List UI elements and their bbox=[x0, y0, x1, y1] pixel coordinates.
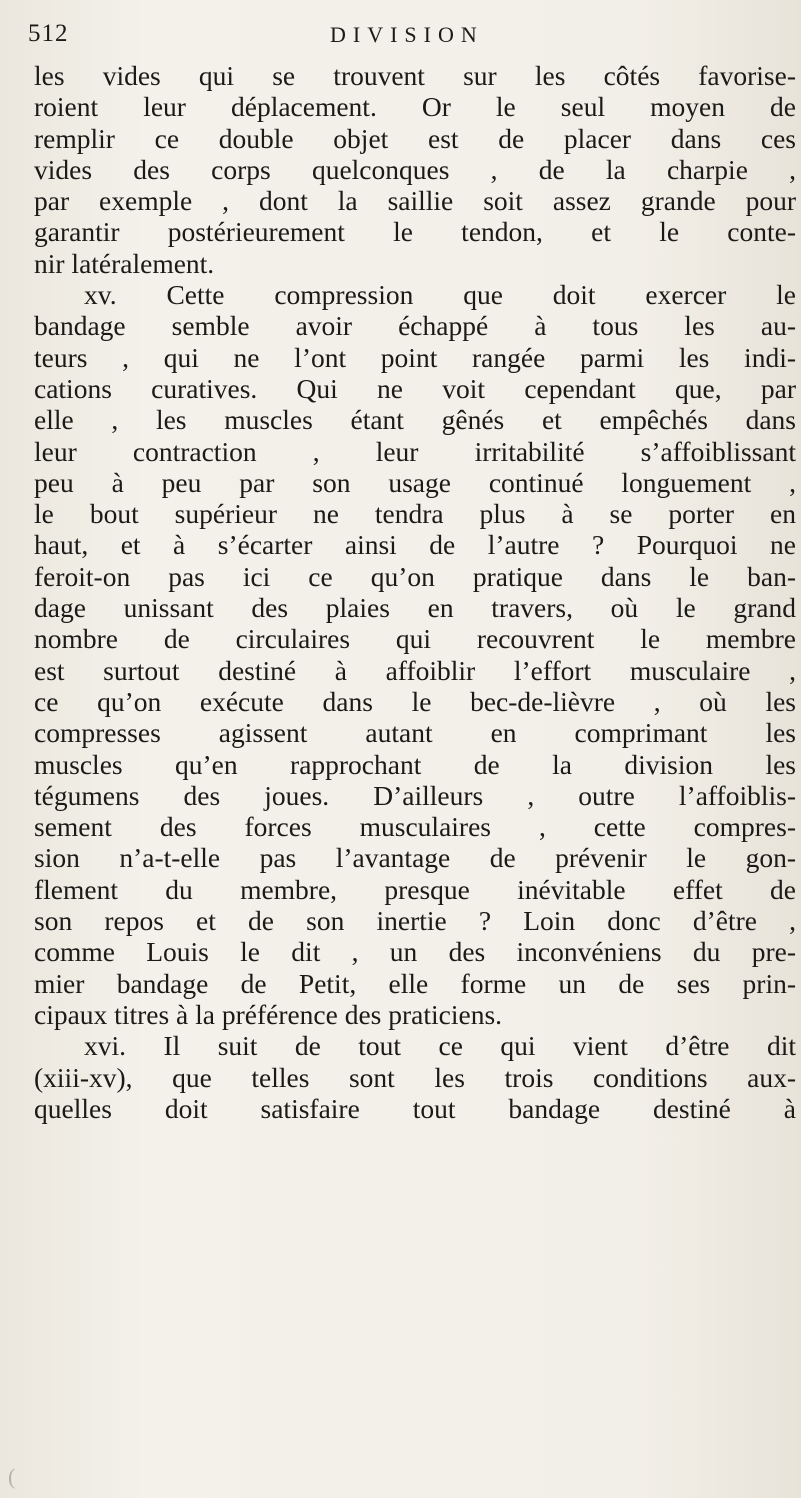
text-line: tégumens des joues. D’ailleurs , outre l’affoiblis- bbox=[34, 779, 796, 811]
running-title: DIVISION bbox=[330, 22, 484, 47]
text-line: sion n’a-t-elle pas l’avantage de prévenir le gon- bbox=[34, 842, 796, 874]
stray-mark: ( bbox=[8, 1464, 16, 1489]
body-text bbox=[34, 60, 796, 1124]
text-line: par exemple , dont la saillie soit assez grande pour bbox=[34, 185, 796, 217]
text-line: remplir ce double objet est de placer dans ces bbox=[34, 122, 796, 154]
text-line: leur contraction , leur irritabilité s’affoiblissant bbox=[34, 435, 796, 467]
text-line: elle , les muscles étant gênés et empêchés dans bbox=[34, 404, 796, 436]
text-line: compresses agissent autant en comprimant les bbox=[34, 717, 796, 749]
text-line: sement des forces musculaires , cette compres- bbox=[34, 811, 796, 843]
text-line: cipaux titres à la préférence des praticiens. bbox=[34, 998, 503, 1030]
text-line: son repos et de son inertie ? Loin donc d’être , bbox=[34, 905, 796, 937]
text-line: roient leur déplacement. Or le seul moyen de bbox=[34, 91, 796, 123]
text-line: teurs , qui ne l’ont point rangée parmi les indi- bbox=[34, 341, 796, 373]
text-line: est surtout destiné à affoiblir l’effort musculaire , bbox=[34, 654, 796, 686]
text-line: muscles qu’en rapprochant de la division les bbox=[34, 748, 796, 780]
text-line: nombre de circulaires qui recouvrent le membre bbox=[34, 623, 796, 655]
text-line: bandage semble avoir échappé à tous les au- bbox=[34, 310, 796, 342]
section-xvi-start: xvi. Il suit de tout ce qui vient d’être dit bbox=[84, 1030, 796, 1062]
text-line: les vides qui se trouvent sur les côtés favorise- bbox=[34, 60, 796, 91]
text-line: haut, et à s’écarter ainsi de l’autre ? Pourquoi ne bbox=[34, 529, 796, 561]
text-line: (xiii-xv), que telles sont les trois conditions aux- bbox=[34, 1061, 796, 1093]
text-line: garantir postérieurement le tendon, et le conte- bbox=[34, 216, 796, 248]
text-line: vides des corps quelconques , de la charpie , bbox=[34, 153, 796, 185]
text-line: nir latéralement. bbox=[34, 247, 215, 279]
text-line: feroit-on pas ici ce qu’on pratique dans le ban- bbox=[34, 560, 796, 592]
text-line: le bout supérieur ne tendra plus à se porter en bbox=[34, 498, 796, 530]
text-line: peu à peu par son usage continué longuement , bbox=[34, 466, 796, 498]
page-number: 512 bbox=[28, 20, 69, 47]
text-line: cations curatives. Qui ne voit cependant que, par bbox=[34, 372, 796, 404]
text-line: flement du membre, presque inévitable effet de bbox=[34, 873, 796, 905]
text-line: mier bandage de Petit, elle forme un de ses prin- bbox=[34, 967, 796, 999]
page-header bbox=[22, 14, 779, 54]
text-line: dage unissant des plaies en travers, où le grand bbox=[34, 592, 796, 624]
text-line: comme Louis le dit , un des inconvéniens du pre- bbox=[34, 936, 796, 968]
text-line: quelles doit satisfaire tout bandage destiné à bbox=[34, 1092, 796, 1124]
text-line: ce qu’on exécute dans le bec-de-lièvre , où les bbox=[34, 685, 796, 717]
section-xv-start: xv. Cette compression que doit exercer le bbox=[84, 279, 796, 311]
